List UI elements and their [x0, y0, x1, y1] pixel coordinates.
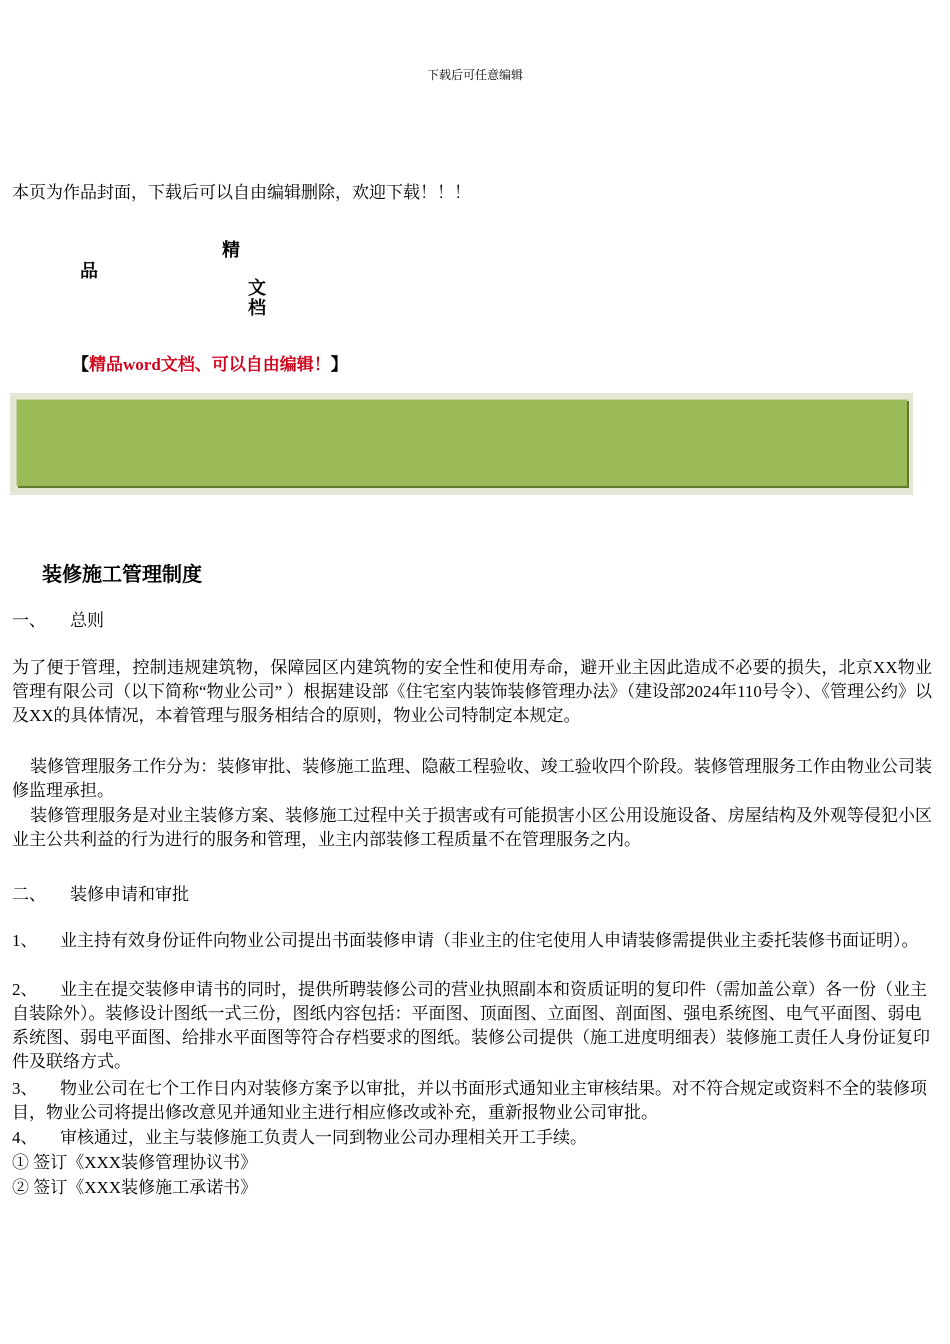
section-title: 装修申请和审批 — [70, 885, 189, 904]
list-item — [12, 1077, 932, 1125]
item-number: 2、 — [12, 980, 38, 999]
cover-note: 本页为作品封面，下载后可以自由编辑删除，欢迎下载！！！ — [12, 183, 471, 202]
cover-char-wen: 文 — [248, 278, 266, 299]
item-number: 1、 — [12, 931, 38, 950]
promo-line — [72, 350, 348, 375]
paragraph: 为了便于管理，控制违规建筑物，保障园区内建筑物的安全性和使用寿命，避开业主因此造成不必要的损失，北京XX物业管理有限公司（以下简称“物业公司” ）根据建设部《住宅室内装饰装修管理办法》（建设部2024年110号令）、《管理公约》以及XX的具体情况，本着管理与服务相结合的原则，物业公司特制定本规定。 — [12, 658, 932, 725]
document-title: 装修施工管理制度 — [42, 562, 202, 586]
sub-item: ② 签订《XXX装修施工承诺书》 — [12, 1178, 258, 1197]
list-item — [12, 1126, 932, 1150]
cover-char-pin: 品 — [80, 261, 98, 282]
section-number: 一、 — [12, 611, 46, 630]
green-banner — [10, 393, 913, 495]
item-text: 审核通过，业主与装修施工负责人一同到物业公司办理相关开工手续。 — [60, 1128, 587, 1147]
list-item — [12, 978, 932, 1074]
paragraph: 装修管理服务是对业主装修方案、装修施工过程中关于损害或有可能损害小区公用设施设备、房屋结构及外观等侵犯小区业主公共利益的行为进行的服务和管理，业主内部装修工程质量不在管理服务之内。 — [12, 806, 932, 849]
item-text: 业主持有效身份证件向物业公司提出书面装修申请（非业主的住宅使用人申请装修需提供业主委托装修书面证明）。 — [60, 931, 919, 950]
cover-char-jing: 精 — [222, 240, 240, 261]
item-number: 4、 — [12, 1128, 38, 1147]
paragraph: 装修管理服务工作分为：装修审批、装修施工监理、隐蔽工程验收、竣工验收四个阶段。装修管理服务工作由物业公司装修监理承担。 — [12, 757, 932, 800]
promo-bracket-open: 【 — [72, 355, 89, 374]
section-heading-1 — [12, 606, 104, 631]
item-number: 3、 — [12, 1079, 38, 1098]
page-header-note: 下载后可任意编辑 — [426, 68, 523, 82]
section-heading-2 — [12, 880, 189, 905]
promo-text: 精品word文档、可以自由编辑！ — [89, 355, 331, 374]
sub-item: ① 签订《XXX装修管理协议书》 — [12, 1153, 258, 1172]
section-number: 二、 — [12, 885, 46, 904]
section-title: 总则 — [70, 611, 104, 630]
banner-fill — [16, 399, 907, 486]
item-text: 业主在提交装修申请书的同时，提供所聘装修公司的营业执照副本和资质证明的复印件（需加盖公章）各一份（业主自装除外）。装修设计图纸一式三份，图纸内容包括：平面图、顶面图、立面图、剖面图、强电系统图、电气平面图、弱电系统图、弱电平面图、给排水平面图等符合存档要求的图纸。装修公司提供（施工进度明细表）装修施工责任人身份证复印件及联络方式。 — [12, 980, 930, 1071]
cover-char-dang: 档 — [248, 298, 266, 319]
item-text: 物业公司在七个工作日内对装修方案予以审批，并以书面形式通知业主审核结果。对不符合规定或资料不全的装修项目，物业公司将提出修改意见并通知业主进行相应修改或补充，重新报物业公司审批。 — [12, 1079, 927, 1122]
promo-bracket-close: 】 — [330, 355, 348, 374]
list-item — [12, 929, 932, 953]
